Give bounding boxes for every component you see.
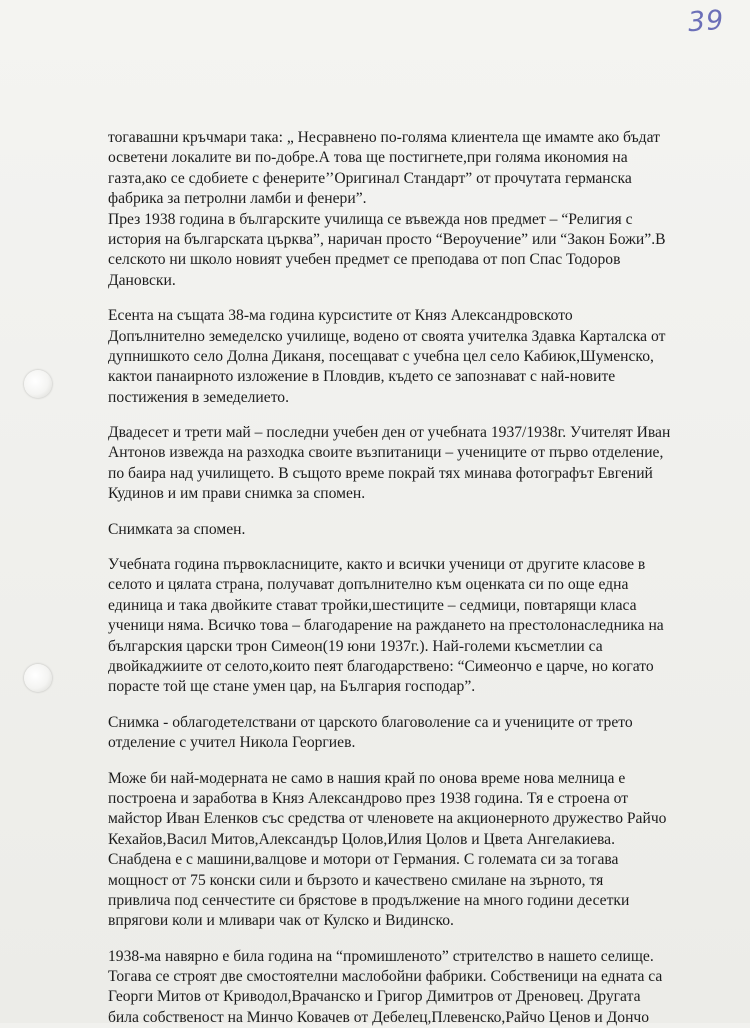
paragraph [108, 423, 671, 505]
text-line: привлича под сенчестите си брястове в продължение на много години десетки [108, 891, 630, 909]
text-line: Снабдена е с машини,валцове и мотори от Германия. С големата си за тогава [108, 851, 619, 869]
text-line: Учебната година първокласниците, както и всички ученици от другите класове в [108, 556, 646, 574]
text-line: двойкаджиите от селото,които пеят благодарствено: “Симеончо е царче, но когато [108, 657, 654, 675]
text-line: дупнишкото село Долна Диканя, посещават с учебна цел село Кабиюк,Шуменско, [108, 347, 654, 365]
text-line: история на българската църква”, наричан просто “Вероучение” или “Закон Божи”.В [108, 230, 666, 248]
punch-hole [24, 370, 52, 398]
text-line: През 1938 година в българските училища се въвежда нов предмет – “Религия с [108, 210, 633, 228]
paragraph-gap [108, 754, 668, 769]
text-line: единица и така двойките стават тройки,шестиците – седмици, повтарящи класа [108, 596, 637, 614]
text-line: кактои панаирното изложение в Пловдив, където се запознават с най-новите [108, 368, 616, 386]
text-line: била собственост на Минчо Ковачев от Дебелец,Плевенско,Райчо Ценов и Дончо [108, 1008, 650, 1026]
text-line: по баира над училището. В същото време покрай тях минава фотографът Евгений [108, 464, 653, 482]
paragraph [108, 520, 668, 540]
document-body [108, 128, 671, 1028]
text-line: впрягови коли и мливари чак от Кулско и Видинско. [108, 912, 454, 930]
paragraph [108, 306, 668, 408]
punch-hole [24, 664, 52, 692]
text-line: ученици няма. Всичко това – благодарение на раждането на престолонаследника на [108, 617, 664, 635]
text-line: българския царски трон Симеон(19 юни 1937г.). Най-големи късметлии са [108, 637, 603, 655]
text-line: фабрика за петролни ламби и фенери”. [108, 190, 367, 208]
paragraph [108, 713, 668, 754]
text-line: Георги Митов от Криводол,Врачанско и Григор Димитров от Дреновец. Другата [108, 988, 641, 1006]
text-line: Есента на същата 38-ма година курсистите от Княз Александровското [108, 307, 573, 325]
text-line: Кехайов,Васил Митов,Александър Цолов,Илия Цолов и Цвета Ангелакиева. [108, 830, 616, 848]
text-line: Кудинов и им прави снимка за спомен. [108, 485, 366, 503]
text-line: осветени локалите ви по-добре.А това ще постигнете,при голяма икономия на [108, 149, 628, 167]
paragraph-gap [108, 698, 668, 713]
text-line: мощност от 75 конски сили и бързото и качествено смилане на зърното, тя [108, 871, 604, 889]
text-line: селото и цялата страна, получават допълнително към оценката си по още една [108, 576, 629, 594]
text-line: построена и заработва в Княз Александрово през 1938 година. Тя е строена от [108, 789, 629, 807]
text-line: порасте той ще стане умен цар, на България господар”. [108, 678, 476, 696]
paragraph [108, 555, 668, 698]
paragraph-gap [108, 408, 668, 423]
paragraph [108, 128, 668, 291]
text-line: Тогава се строят две смостоятелни маслобойни фабрики. Собственици на едната са [108, 968, 663, 986]
text-line: Снимка - облагодетелствани от царското благоволение са и учениците от трето [108, 713, 633, 731]
text-line: тогавашни кръчмари така: „ Несравнено по-голяма клиентела ще имамте ако бъдат [108, 129, 660, 146]
paragraph [108, 947, 668, 1028]
text-line: отделение с учител Никола Георгиев. [108, 734, 356, 752]
text-line: Може би най-модерната не само в нашия край по онова време нова мелница е [108, 769, 626, 787]
text-line: постижения в земеделието. [108, 388, 289, 406]
paragraph-gap [108, 505, 668, 520]
text-line: 1938-ма навярно е била година на “промишленото” стрителство в нашето селище. [108, 947, 654, 965]
paragraph-gap [108, 291, 668, 306]
page-number: 39 [686, 4, 726, 39]
text-line: Дановски. [108, 271, 176, 289]
text-line: селското ни школо новият учебен предмет се преподава от поп Спас Тодоров [108, 251, 621, 269]
paragraph-gap [108, 540, 668, 555]
text-line: Допълнително земеделско училище, водено от своята учителка Здавка Карталска от [108, 327, 666, 345]
paragraph [108, 769, 668, 932]
text-line: газта,ако се сдобиете с фенерите’’Оригинал Стандарт” от прочутата германска [108, 169, 632, 187]
paragraph-gap [108, 932, 668, 947]
text-line: Антонов извежда на разходка своите възпитаници – учениците от първо отделение, [108, 444, 664, 462]
text-line: майстор Иван Еленков със средства от членовете на акционерното дружество Райчо [108, 810, 667, 828]
text-line: Снимката за спомен. [108, 520, 246, 538]
text-line: Двадесет и трети май – последни учебен ден от учебната 1937/1938г. Учителят Иван [108, 424, 671, 442]
